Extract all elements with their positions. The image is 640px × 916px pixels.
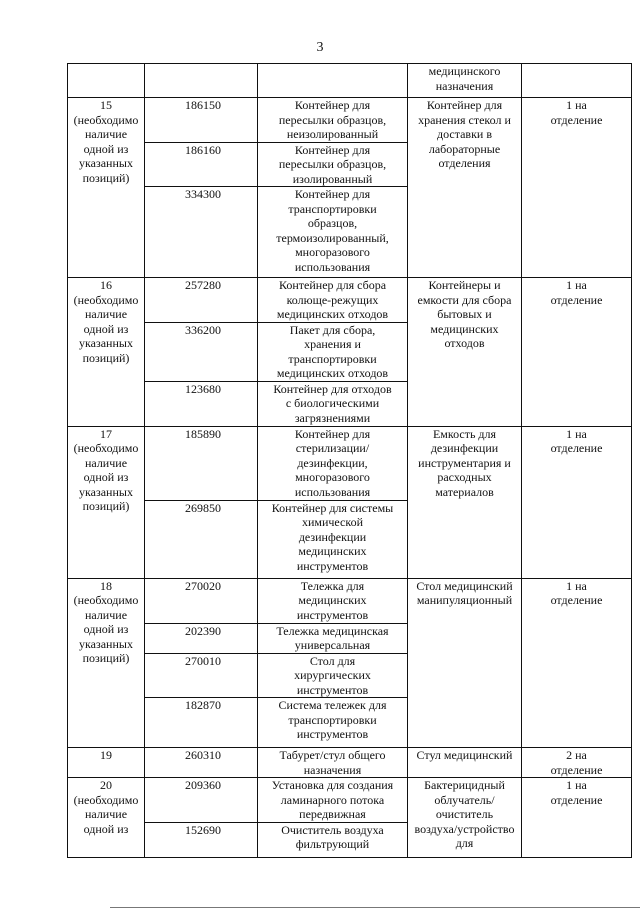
name-cell: Тележка медицинская универсальная [258,623,408,653]
table-row [68,98,632,143]
item-number-cell: 18 (необходимо наличие одной из указанных позиций) [68,578,145,748]
kind-cell: Стол медицинский манипуляционный [408,578,522,748]
page-number: 3 [316,40,324,55]
name-cell: Контейнер для пересылки образцов, неизолированный [258,98,408,143]
quantity-cell [522,64,632,98]
name-cell: Контейнер для отходов с биологическими загрязнениями [258,381,408,426]
kind-cell: Емкость для дезинфекции инструментария и расходных материалов [408,426,522,578]
code-cell: 123680 [145,381,258,426]
table-row [68,748,632,778]
quantity-cell: 1 на отделение [522,426,632,578]
table-row [68,578,632,623]
code-cell: 186160 [145,142,258,187]
kind-cell: Контейнер для хранения стекол и доставки в лабораторные отделения [408,98,522,278]
kind-cell: Контейнеры и емкости для сбора бытовых и медицинских отходов [408,278,522,427]
code-cell [145,64,258,98]
quantity-cell: 2 на отделение [522,748,632,778]
code-cell: 186150 [145,98,258,143]
item-number-cell: 17 (необходимо наличие одной из указанных позиций) [68,426,145,578]
code-cell: 269850 [145,500,258,578]
code-cell: 270010 [145,653,258,698]
name-cell: Контейнер для сбора колюще-режущих медицинских отходов [258,278,408,323]
name-cell: Контейнер для транспортировки образцов, термоизолированный, многоразового использования [258,187,408,278]
quantity-cell: 1 на отделение [522,98,632,278]
bottom-edge-line [110,907,640,908]
code-cell: 336200 [145,322,258,381]
table-row [68,426,632,500]
name-cell: Система тележек для транспортировки инструментов [258,698,408,748]
code-cell: 202390 [145,623,258,653]
table-row [68,278,632,323]
name-cell: Пакет для сбора, хранения и транспортировки медицинских отходов [258,322,408,381]
item-number-cell: 16 (необходимо наличие одной из указанных позиций) [68,278,145,427]
number-cell [68,64,145,98]
kind-cell: медицинского назначения [408,64,522,98]
code-cell: 185890 [145,426,258,500]
name-cell [258,64,408,98]
name-cell: Контейнер для системы химической дезинфекции медицинских инструментов [258,500,408,578]
item-number-cell: 19 [68,748,145,778]
kind-cell: Стул медицинский [408,748,522,778]
name-cell: Табурет/стул общего назначения [258,748,408,778]
code-cell: 334300 [145,187,258,278]
code-cell: 270020 [145,578,258,623]
name-cell: Контейнер для стерилизации/ дезинфекции, многоразового использования [258,426,408,500]
equipment-table [67,63,632,858]
quantity-cell: 1 на отделение [522,578,632,748]
kind-cell: Бактерицидный облучатель/ очиститель воздуха/устройство для [408,778,522,858]
name-cell: Стол для хирургических инструментов [258,653,408,698]
name-cell: Очиститель воздуха фильтрующий [258,822,408,857]
code-cell: 260310 [145,748,258,778]
item-number-cell: 15 (необходимо наличие одной из указанных позиций) [68,98,145,278]
name-cell: Установка для создания ламинарного потока передвижная [258,778,408,823]
item-number-cell: 20 (необходимо наличие одной из [68,778,145,858]
name-cell: Тележка для медицинских инструментов [258,578,408,623]
code-cell: 152690 [145,822,258,857]
code-cell: 182870 [145,698,258,748]
table-row [68,64,632,98]
name-cell: Контейнер для пересылки образцов, изолированный [258,142,408,187]
code-cell: 257280 [145,278,258,323]
quantity-cell: 1 на отделение [522,278,632,427]
code-cell: 209360 [145,778,258,823]
quantity-cell: 1 на отделение [522,778,632,858]
table-row [68,778,632,823]
